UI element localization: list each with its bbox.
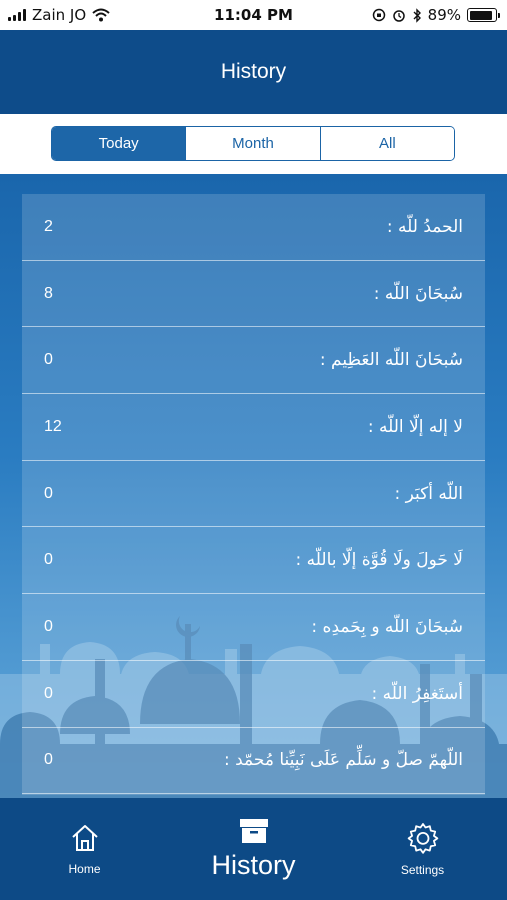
tab-history[interactable] <box>169 798 338 900</box>
row-count: 2 <box>44 217 53 235</box>
row-label: اللّهمّ صلّ و سَلِّم عَلَى نَبِيِّنا مُحمّد : <box>223 750 463 771</box>
row-count: 0 <box>44 751 53 769</box>
list-item <box>22 594 485 661</box>
page-title: History <box>220 60 287 83</box>
main-content <box>0 174 507 798</box>
bluetooth-icon <box>412 8 422 23</box>
battery-icon <box>467 8 497 22</box>
status-time: 11:04 PM <box>214 6 293 24</box>
segment-today[interactable]: Today <box>52 127 185 160</box>
row-label: سُبحَانَ اللّه العَظِيم : <box>319 350 463 371</box>
carrier-name: Zain JO <box>32 6 87 24</box>
history-list <box>22 194 485 795</box>
row-label: لا إله إلّا اللّه : <box>367 416 463 437</box>
signal-icon <box>8 9 26 21</box>
tab-settings-label: Settings <box>400 863 445 877</box>
screen-lock-icon <box>372 8 386 22</box>
segment-all[interactable]: All <box>320 127 454 160</box>
row-count: 0 <box>44 684 53 702</box>
battery-level <box>470 11 492 20</box>
row-count: 0 <box>44 617 53 635</box>
row-label: سُبحَانَ اللّه و بِحَمدِه : <box>311 616 463 637</box>
row-label: لَا حَولَ ولَا قُوَّة إلّا باللّه : <box>295 550 463 571</box>
tab-history-label: History <box>211 849 296 880</box>
list-item <box>22 194 485 261</box>
battery-percent: 89% <box>427 6 461 24</box>
row-count: 8 <box>44 284 53 302</box>
list-item <box>22 661 485 728</box>
row-count: 0 <box>44 484 53 502</box>
list-item <box>22 261 485 328</box>
row-count: 0 <box>44 351 53 369</box>
list-item <box>22 728 485 795</box>
tab-settings[interactable] <box>338 798 507 900</box>
gear-icon <box>406 821 440 855</box>
wifi-icon <box>92 8 110 22</box>
row-count: 12 <box>44 417 62 435</box>
tab-home-label: Home <box>68 862 101 876</box>
alarm-icon <box>392 8 406 22</box>
row-label: أستَغفِرُ اللّه : <box>371 683 463 704</box>
segment-month[interactable]: Month <box>185 127 319 160</box>
list-item <box>22 461 485 528</box>
status-bar <box>0 0 507 30</box>
list-item <box>22 394 485 461</box>
row-count: 0 <box>44 551 53 569</box>
row-label: الحمدُ للّه : <box>386 216 463 237</box>
archive-box-icon <box>239 818 269 844</box>
nav-header <box>0 30 507 114</box>
period-segmented-control <box>51 126 455 161</box>
tab-home[interactable] <box>0 798 169 900</box>
row-label: اللّه أكبَر : <box>394 483 463 504</box>
bottom-tab-bar <box>0 798 507 900</box>
status-left <box>8 6 110 24</box>
segment-bar <box>0 114 507 174</box>
row-label: سُبحَانَ اللّه : <box>373 283 463 304</box>
status-right <box>372 6 497 24</box>
home-icon <box>69 822 101 854</box>
list-item <box>22 327 485 394</box>
list-item <box>22 527 485 594</box>
